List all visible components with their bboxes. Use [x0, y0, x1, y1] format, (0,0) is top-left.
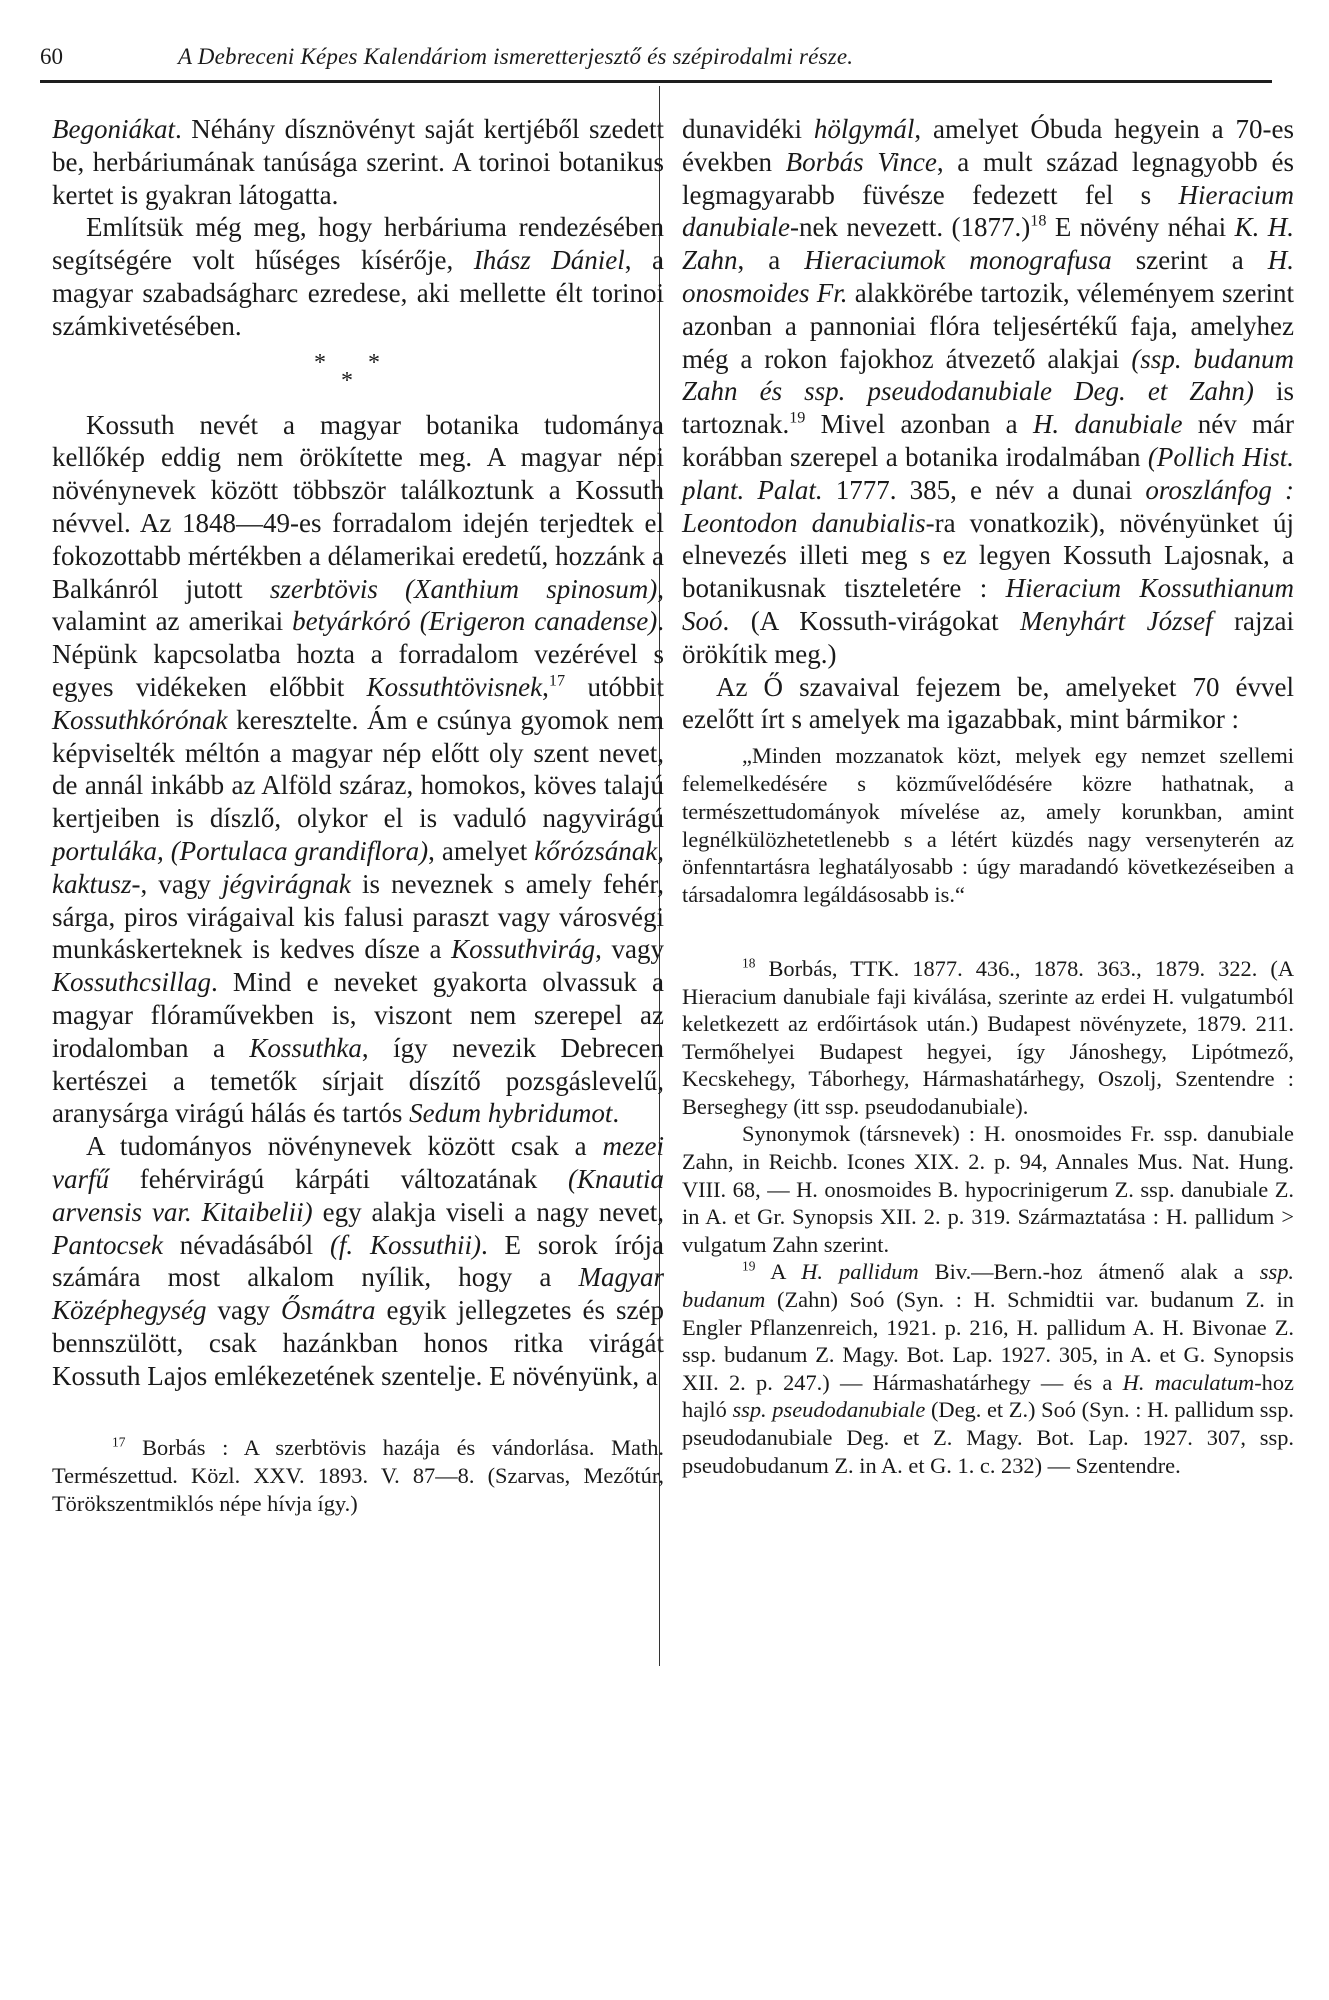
footnote-ref[interactable]: 19	[789, 408, 806, 427]
footnote-number: 18	[742, 955, 756, 971]
footnote-19: $^{19}$ A H. pallidum Biv.—Bern.-hoz átmenő alak a ssp. budanum (Zahn) Soó (Syn. : H. Schmidtii var. budanum Z. in Engler Pflanzenreich, 1921. p. 216, H. pallidum A. H. Bivonae Z. ssp. budanum Z. Magy. Bot. Lap. 1927. 305, in A. et G. Synopsis XII. 2. p. 247.) — Hármashatárhegy — és a H. maculatum-hoz hajló ssp. pseudodanubiale (Deg. et Z.) Soó (Syn. : H. pallidum ssp. pseudodanubiale Deg. et Z. Magy. Bot. Lap. 1927. 307, ssp. pseudobudanum Z. in A. et G. 1. c. 232) — Szentendre.	[682, 1258, 1294, 1478]
paragraph: A tudományos növénynevek között csak a mezei varfű fehérvirágú kárpáti változatának (Knautia arvensis var. Kitaibelii) egy alakja viseli a nagy nevet, Pantocsek névadásából (f. Kossuthii). E sorok írója számára most alkalom nyílik, hogy a Magyar Középhegység vagy Ősmátra egyik jellegzetes és szép bennszülött, csak hazánkban honos ritka virágát Kossuth Lajos emlékezetének szentelje. E növényünk, a	[52, 1131, 665, 1391]
paragraph: Az Ő szavaival fejezem be, amelyeket 70 évvel ezelőtt írt s amelyek ma igazabbak, mint bármikor :	[682, 671, 1294, 735]
paragraph: Említsük még meg, hogy herbáriuma rendezésében segítségére volt hűséges kísérője, Ihász Dániel, a magyar szabadságharc ezredese, aki mellette élt torinoi számkivetésében.	[52, 212, 665, 341]
person-name: Ihász Dániel	[473, 245, 625, 276]
quotation-text: „Minden mozzanatok közt, melyek egy nemzet szellemi felemelkedésére s közművelődésére közre hathatnak, a természettudományok mívelése az, amely korunkban, amint legnélkülözhetetlenebb s a létért küzdés nagy versenyterén az önfenntartásra leghatályosabb : úgy maradandó következéseiben a társadalomra legáldásosabb is.“	[682, 743, 1294, 908]
page-header	[40, 38, 1270, 78]
footnote-ref[interactable]: 18	[1030, 211, 1047, 230]
right-column	[682, 113, 1294, 1479]
footnote-17: $^{17}$ Borbás : A szerbtövis hazája és vándorlása. Math. Természettud. Közl. XXV. 1893. V. 87—8. (Szarvas, Mezőtúr, Törökszentmiklós népe hívja így.)	[52, 1434, 664, 1516]
paragraph: Begoniákat. Néhány dísznövényt saját kertjéből szedett be, herbáriumának tanúsága szerint. A torinoi botanikus kertet is gyakran látogatta.	[52, 114, 664, 210]
asterisk-icon: *	[341, 367, 353, 394]
section-separator	[52, 343, 664, 409]
running-title: A Debreceni Képes Kalendáriom ismeretterjesztő és szépirodalmi része.	[178, 44, 854, 69]
page-number: 60	[40, 44, 63, 69]
spacer	[682, 909, 1294, 955]
paragraph: dunavidéki hölgymál, amelyet Óbuda hegyein a 70-es években Borbás Vince, a mult század legnagyobb és legmagyarabb füvésze fedezett fel s Hieracium danubiale-nek nevezett. $(1877.)^{18}$ E növény néhai K. H. Zahn, a Hieraciumok monografusa szerint a H. onosmoides Fr. alakkörébe tartozik, véleményem szerint azonban a pannoniai flóra teljesértékű faja, amelyhez még a rokon fajokhoz átvezető alakjai (ssp. budanum Zahn és ssp. pseudodanubiale Deg. et Zahn) is tartoznak.$^{19}$ Mivel azonban a H. danubiale név már korábban szerepel a botanika irodalmában (Pollich Hist. plant. Palat. 1777. 385, e név a dunai oroszlánfog : Leontodon danubialis-ra vonatkozik), növényünket új elnevezés illeti meg s ez legyen Kossuth Lajosnak, a botanikusnak tiszteletére : Hieracium Kossuthianum Soó. (A Kossuth-virágokat Menyhárt József rajzai örökítik meg.)	[682, 114, 1295, 669]
header-rule	[40, 80, 1272, 83]
spacer	[52, 1392, 664, 1434]
asterisk-icon: *	[368, 349, 380, 376]
quotation-block	[682, 742, 1294, 909]
footnote-ref[interactable]: 17	[548, 671, 566, 690]
footnote-number: 17	[112, 1434, 126, 1450]
footnote-18-synonyms: Synonymok (társnevek) : H. onosmoides Fr. ssp. danubiale Zahn, in Reichb. Icones XIX. 2. p. 94, Annales Mus. Nat. Hung. VIII. 68, — H. onosmoides B. hypocrinigerum Z. ssp. danubiale Z. in A. et Gr. Synopsis XII. 2. p. 319. Származtatása : H. pallidum > vulgatum Zahn szerint.	[682, 1121, 1294, 1257]
footnote-number: 19	[742, 1258, 756, 1274]
footnote-18: $^{18}$ Borbás, TTK. 1877. 436., 1878. 363., 1879. 322. (A Hieracium danubiale faji kiválása, szerinte az erdei H. vulgatumból keletkezett az erdőirtások után.) Budapest növényzete, 1879. 211. Termőhelyei Budapest hegyei, így Jánoshegy, Lipótmező, Kecskehegy, Táborhegy, Hármashatárhegy, Oszolj, Szentendre : Berseghegy (itt ssp. pseudodanubiale).	[682, 955, 1294, 1119]
left-column	[52, 113, 664, 1517]
asterisk-icon: *	[314, 349, 326, 376]
paragraph: Kossuth nevét a magyar botanika tudománya kellőkép eddig nem örökítette meg. A magyar népi növénynevek között többször találkoztunk a Kossuth névvel. Az 1848—49-es forradalom idején terjedtek el fokozottabb mértékben a délamerikai eredetű, hozzánk a Balkánról jutott szerbtövis (Xanthium spinosum), valamint az amerikai betyárkóró (Erigeron canadense). Népünk kapcsolatba hozta a forradalom vezérével s egyes vidékeken előbbit Kossuthtövisnek,$^{17}$ utóbbit Kossuthkórónak keresztelte. Ám e csúnya gyomok nem képviselték méltón a magyar nép előtt oly szent nevet, de annál inkább az Alföld száraz, homokos, köves talajú kertjeiben is díszlő, olykor el is vaduló nagyvirágú portuláka, (Portulaca grandiflora), amelyet kőrózsának, kaktusz-, vagy jégvirágnak is neveznek s amely fehér, sárga, piros virágaival kis falusi paraszt vagy városvégi munkáskerteknek is kedves dísze a Kossuthvirág, vagy Kossuthcsillag. Mind e neveket gyakorta olvassuk a magyar flóraművekben is, viszont nem szerepel az irodalomban a Kossuthka, így nevezik Debrecen kertészei a temetők sírjait díszítő pozsgáslevelű, aranysárga virágú hálás és tartós Sedum hybridumot.	[52, 409, 665, 1129]
